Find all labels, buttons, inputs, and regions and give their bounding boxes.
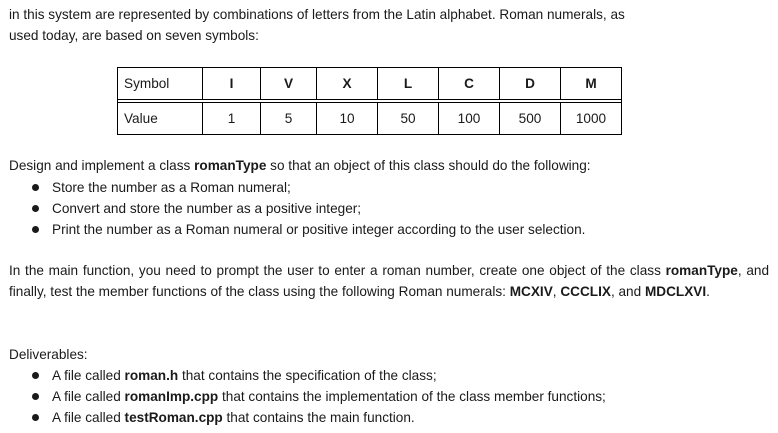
table-row-symbols <box>118 68 622 100</box>
symbol-cell: V <box>261 68 317 100</box>
numeral-1: MCXIV <box>509 284 553 299</box>
deliverable-prefix: A file called <box>52 410 125 425</box>
list-item <box>30 365 606 386</box>
value-cell: 1000 <box>561 103 622 135</box>
bullet-icon <box>32 414 39 421</box>
bullet-icon <box>32 393 39 400</box>
deliverables-list <box>30 365 606 428</box>
list-item <box>30 407 606 428</box>
roman-symbol-table <box>117 67 622 135</box>
symbol-cell: C <box>439 68 500 100</box>
deliverable-file-name: roman.h <box>124 368 179 383</box>
value-cell: 50 <box>378 103 439 135</box>
symbol-cell: M <box>561 68 622 100</box>
main-text-part2: , and finally, test the member functions of the class using the following Roman numerals: <box>9 263 770 299</box>
deliverable-suffix: that contains the implementation of the class member functions; <box>218 389 606 404</box>
deliverable-suffix: that contains the specification of the class; <box>178 368 437 383</box>
symbol-cell: X <box>317 68 378 100</box>
value-cell: 500 <box>500 103 561 135</box>
value-cell: 100 <box>439 103 500 135</box>
deliverable-prefix: A file called <box>52 368 125 383</box>
symbol-cell: I <box>203 68 261 100</box>
list-item <box>30 177 585 198</box>
value-cell: 10 <box>317 103 378 135</box>
bullet-icon <box>32 226 39 233</box>
numeral-separator: , and <box>610 284 645 299</box>
bullet-text: Print the number as a Roman numeral or positive integer according to the user selection. <box>52 222 586 237</box>
main-class-name: romanType <box>665 263 738 278</box>
bullet-text: Store the number as a Roman numeral; <box>52 180 291 195</box>
numeral-separator: , <box>552 284 561 299</box>
intro-line-2: used today, are based on seven symbols: <box>9 28 259 43</box>
deliverable-prefix: A file called <box>52 389 125 404</box>
bullet-icon <box>32 184 39 191</box>
deliverable-suffix: that contains the main function. <box>222 410 415 425</box>
bullet-icon <box>32 205 39 212</box>
bullet-icon <box>32 372 39 379</box>
value-cell: 1 <box>203 103 261 135</box>
design-text-prefix: Design and implement a class <box>9 158 195 173</box>
intro-line-1: in this system are represented by combinations of letters from the Latin alphabet. Roman numerals, as <box>9 7 625 22</box>
deliverables-heading: Deliverables: <box>9 347 88 362</box>
design-bullet-list <box>30 177 585 240</box>
list-item <box>30 386 606 407</box>
numeral-3: MDCLXVI <box>644 284 707 299</box>
deliverable-file-name: testRoman.cpp <box>124 410 223 425</box>
design-text-suffix: so that an object of this class should do the following: <box>266 158 591 173</box>
list-item <box>30 219 585 240</box>
symbol-header-cell: Symbol <box>118 68 203 100</box>
list-item <box>30 198 585 219</box>
sentence-end: . <box>706 284 710 299</box>
main-function-paragraph <box>9 260 769 302</box>
value-header-cell: Value <box>118 103 203 135</box>
main-text-part1: In the main function, you need to prompt the user to enter a roman number, create one object of the class <box>9 263 666 278</box>
bullet-text: Convert and store the number as a positive integer; <box>52 201 362 216</box>
design-paragraph <box>9 155 769 176</box>
symbol-cell: L <box>378 68 439 100</box>
value-cell: 5 <box>261 103 317 135</box>
table-row-values <box>118 103 622 135</box>
design-class-name: romanType <box>194 158 267 173</box>
intro-paragraph <box>9 4 769 46</box>
deliverable-file-name: romanImp.cpp <box>124 389 219 404</box>
symbol-cell: D <box>500 68 561 100</box>
numeral-2: CCCLIX <box>560 284 611 299</box>
